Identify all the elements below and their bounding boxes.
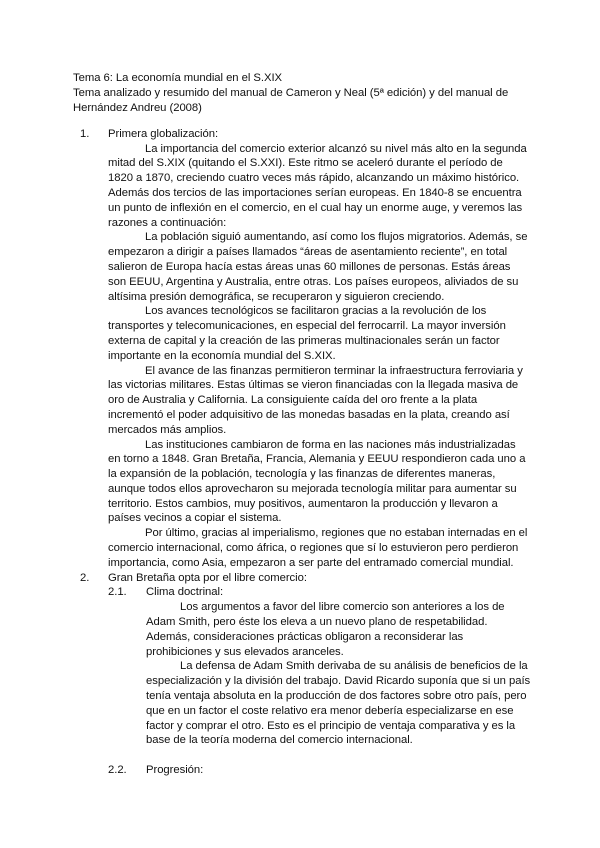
text-line: factor y comprar el otro. Esto es el principio de ventaja comparativa y es la: [146, 719, 516, 732]
page-title: Tema 6: La economía mundial en el S.XIX: [73, 72, 283, 84]
text-line: Además, consideraciones prácticas obligaron a reconsiderar las: [146, 630, 464, 643]
text-line: importante en la economía mundial del S.XIX.: [108, 349, 336, 362]
text-line: salieron de Europa hacía estas áreas unas 60 millones de personas. Estás áreas: [108, 260, 511, 273]
text-line: 1820 a 1870, creciendo cuatro veces más rápido, alcanzando un máximo histórico.: [108, 172, 520, 185]
text-line: Los avances tecnológicos se facilitaron gracias a la revolución de los: [145, 305, 487, 318]
text-line: la expansión de la población, tecnología y las finanzas de diferentes maneras,: [108, 468, 496, 481]
text-line: Adam Smith, pero éste los eleva a un nuevo plano de respetabilidad.: [146, 616, 488, 628]
text-line: transportes y telecomunicaciones, en especial del ferrocarril. La mayor inversión: [108, 320, 506, 333]
text-line: razones a continuación:: [108, 216, 227, 229]
text-line: un punto de inflexión en el comercio, en el cual hay un enorme auge, y veremos las: [108, 201, 523, 214]
text-line: que en un factor el coste relativo era menor debería especializarse en ese: [146, 704, 514, 717]
text-line: países vecinos a copiar el sistema.: [108, 512, 282, 525]
text-line: importancia, como Asia, empezaron a ser parte del entramado comercial mundial.: [108, 556, 514, 569]
subsection-heading: Clima doctrinal:: [146, 586, 224, 599]
text-line: El avance de las finanzas permitieron terminar la infraestructura ferroviaria y: [145, 364, 523, 377]
list-number: 2.2.: [108, 764, 127, 776]
text-line: las victorias militares. Estas últimas se vieron financiadas con la llegada masiva de: [108, 379, 519, 392]
text-line: incrementó el poder adquisitivo de las monedas basadas en la plata, creando así: [108, 408, 510, 421]
text-line: especialización y la división del trabajo. David Ricardo suponía que si un país: [146, 675, 531, 688]
section-heading: Primera globalización:: [108, 127, 219, 140]
text-line: empezaron a dirigir a países llamados “áreas de asentamiento reciente”, en total: [108, 246, 508, 259]
text-line: base de la teoría moderna del comercio internacional.: [146, 734, 413, 747]
text-line: Además dos tercios de las importaciones serían europeas. En 1840-8 se encuentra: [108, 186, 522, 199]
text-line: mercados más amplios.: [108, 423, 227, 436]
text-line: Por último, gracias al imperialismo, regiones que no estaban internadas en el: [145, 527, 528, 540]
text-line: tenía ventaja absoluta en la producción de dos factores sobre otro país, pero: [146, 690, 527, 702]
text-line: en torno a 1848. Gran Bretaña, Francia, Alemania y EEUU respondieron cada uno a: [108, 453, 526, 466]
list-number: 2.1.: [108, 586, 127, 599]
text-line: prohibiciones y sus elevados aranceles.: [146, 645, 344, 658]
text-line: territorio. Estos cambios, muy positivos, aumentaron la producción y llevaron a: [108, 497, 498, 510]
text-line: altísima presión demográfica, se recuperaron y siguieron creciendo.: [108, 290, 445, 303]
subsection-heading: Progresión:: [146, 764, 204, 776]
page-subtitle-line: Hernández Andreu (2008): [73, 101, 202, 114]
list-number: 2.: [80, 571, 90, 584]
text-line: Las instituciones cambiaron de forma en las naciones más industrializadas: [145, 438, 516, 451]
text-line: son EEUU, Argentina y Australia, entre otras. Los países europeos, aliviados de su: [108, 275, 519, 288]
text-line: La defensa de Adam Smith derivaba de su análisis de beneficios de la: [180, 660, 528, 673]
text-line: mitad del S.XIX (quitando el S.XXI). Este ritmo se aceleró durante el período de: [108, 157, 503, 170]
text-line: externa de capital y la creación de las primeras multinacionales serán un factor: [108, 334, 500, 347]
list-number: 1.: [80, 127, 90, 140]
text-line: Los argumentos a favor del libre comercio son anteriores a los de: [180, 601, 505, 614]
text-line: oro de Australia y California. La consiguiente caída del oro frente a la plata: [108, 394, 478, 407]
page-subtitle-line: Tema analizado y resumido del manual de Cameron y Neal (5ª edición) y del manual de: [73, 86, 509, 99]
text-line: aunque todos ellos aprovecharon su mejorada tecnología militar para aumentar su: [108, 482, 517, 495]
text-line: La población siguió aumentando, así como los flujos migratorios. Además, se: [145, 231, 528, 244]
text-line: comercio internacional, como áfrica, o regiones que sí lo estuvieron pero perdieron: [108, 542, 519, 554]
text-line: La importancia del comercio exterior alcanzó su nivel más alto en la segunda: [145, 142, 527, 155]
section-heading: Gran Bretaña opta por el libre comercio:: [108, 571, 307, 584]
